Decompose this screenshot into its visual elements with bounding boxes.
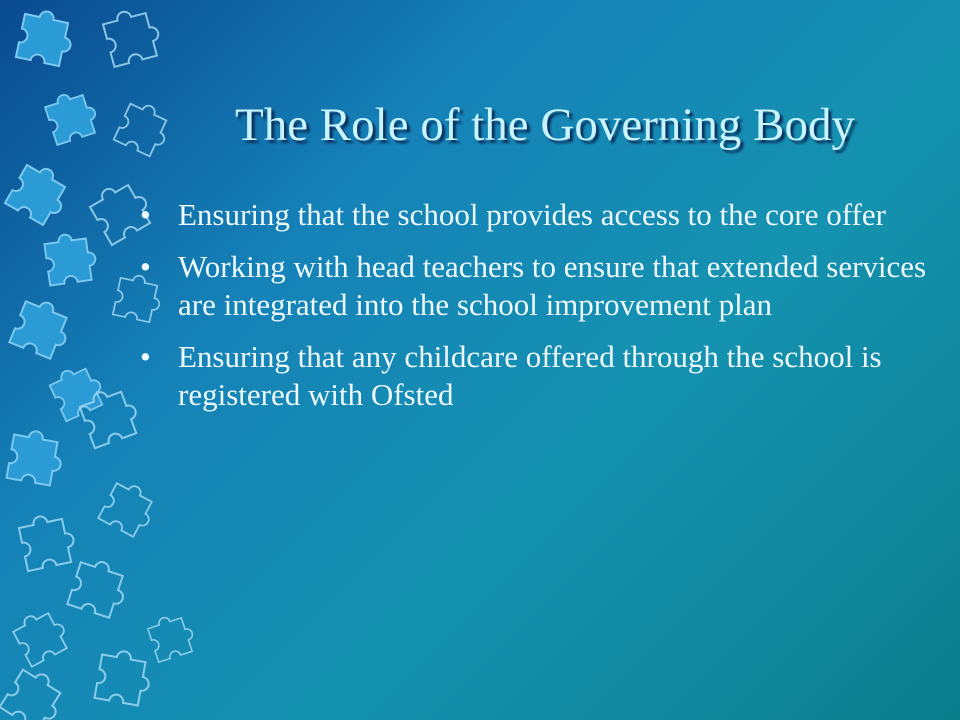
slide-title: The Role of the Governing Body: [234, 99, 856, 151]
bullet-item: [140, 338, 930, 414]
puzzle-pieces-filled: [5, 7, 108, 487]
bullet-dot-icon: •: [140, 339, 151, 374]
bullet-text: Ensuring that the school provides access to the core offer: [178, 197, 886, 232]
bullet-text: Ensuring that any childcare offered through the school is registered with Ofsted: [178, 339, 882, 412]
bullet-dot-icon: •: [140, 249, 151, 284]
bullet-item: [140, 196, 930, 234]
bullet-item: [140, 248, 930, 324]
bullet-dot-icon: •: [140, 197, 151, 232]
bullet-list: [140, 196, 930, 428]
bullet-text: Working with head teachers to ensure that extended services are integrated into the school improvement plan: [178, 249, 927, 322]
